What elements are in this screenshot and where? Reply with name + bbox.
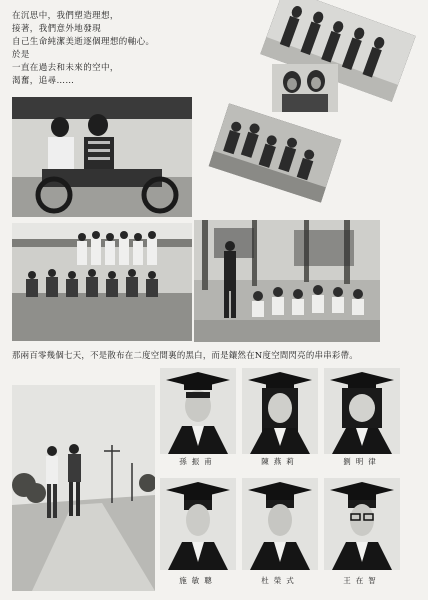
graduate-name: 劉明律 [343, 457, 381, 466]
poem-line: 在沉思中，我們塑造理想， [12, 11, 119, 21]
picnic-group-photo [194, 220, 380, 342]
two-girls-photo [272, 64, 338, 112]
graduate-card [324, 472, 400, 590]
graduate-card [324, 368, 400, 472]
poem-block [12, 10, 202, 88]
poem-line: 自己生命純潔美逝逐個理想的軸心。 [12, 37, 155, 47]
graduate-card [160, 472, 236, 590]
graduate-name: 杜榮式 [261, 576, 299, 585]
graduate-portrait [160, 368, 236, 454]
poem-line: 於是 [12, 50, 30, 60]
graduate-card [242, 368, 318, 472]
poem-line: 接著，我們意外地發現 [12, 24, 102, 34]
graduate-portrait [242, 478, 318, 570]
graduate-card [242, 472, 318, 590]
graduate-card [160, 368, 236, 472]
graduate-portrait [160, 478, 236, 570]
road-walk-photo [12, 385, 155, 591]
class-group-photo [12, 223, 192, 341]
motorbike-photo [12, 97, 192, 217]
graduate-portrait [324, 368, 400, 454]
graduate-portraits-grid [160, 368, 400, 590]
graduate-name: 王在智 [343, 576, 381, 585]
graduate-name: 陳燕莉 [261, 457, 299, 466]
graduate-portrait [242, 368, 318, 454]
photo-caption: 那兩百零幾個七天，不是散布在二度空間裏的黑白，而是鑲然在N度空間閃亮的串串彩帶。 [12, 350, 358, 360]
graduate-name: 孫振甫 [179, 457, 217, 466]
group-sitting-photo [209, 103, 342, 202]
graduate-name: 施敏聰 [179, 576, 217, 585]
poem-line: 渴奮，追尋…… [12, 76, 75, 86]
poem-line: 一直在過去和未來的空中， [12, 63, 119, 73]
graduate-portrait [324, 478, 400, 570]
